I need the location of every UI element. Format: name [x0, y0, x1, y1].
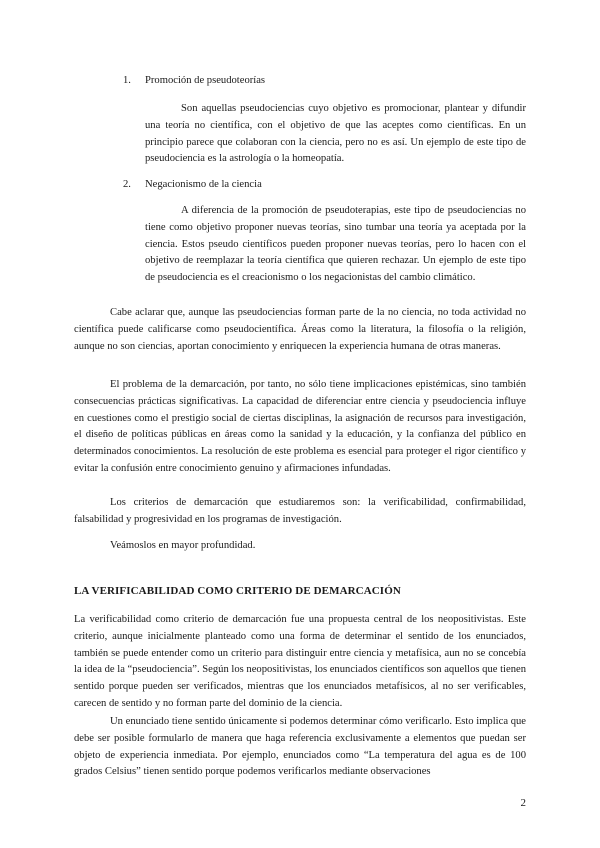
section-heading: LA VERIFICABILIDAD COMO CRITERIO DE DEMARCACIÓN — [74, 585, 401, 597]
list-item-1-body: Son aquellas pseudociencias cuyo objetivo es promocionar, plantear y difundir una teoría no científica, con el objetivo de que las aceptes como científicas. En un principio parece que colaboran con la ciencia, pero no es así. Un ejemplo de este tipo de pseudociencia es la astrología o la homeopatía. — [145, 103, 526, 165]
list-item-1-title-text: Promoción de pseudoteorías — [145, 75, 266, 86]
list-item-2-body: A diferencia de la promoción de pseudoterapias, este tipo de pseudociencias no tiene como objetivo proponer nuevas teorías, sino tumbar una teoría ya aceptada por la ciencia. Estos pseudo científicos pueden proponer nuevas teorías, pero lo hacen con el objetivo de reemplazar la teoría científica que quieren rechazar. Un ejemplo de este tipo de pseudociencia es el creacionismo o los negacionistas del cambio climático. — [145, 205, 526, 284]
paragraph-verifiability: La verificabilidad como criterio de demarcación fue una propuesta central de los neopositivistas. Este criterio, aunque inicialmente planteado como una forma de determinar el sentido de los enunciados, también se puede entender como un criterio para distinguir entre ciencia y metafísica, aun no se concebía la idea de la “pseudociencia”. Según los neopositivistas, los enunciados científicos son aquellos que tienen sentido porque pueden ser verificados, mientras que los enunciados metafísicos, al no ser verificables, carecen de sentido y no forman parte del dominio de la ciencia. — [74, 614, 526, 709]
list-item-2-title — [123, 177, 262, 193]
list-item-2-title-text: Negacionismo de la ciencia — [145, 179, 262, 190]
paragraph-demarcation-problem: El problema de la demarcación, por tanto, no sólo tiene implicaciones epistémicas, sino también consecuencias prácticas significativas. La capacidad de diferenciar entre ciencia y pseudociencia influye en cuestiones como el prestigio social de ciertas disciplinas, la asignación de recursos para investigación, el diseño de políticas públicas en áreas como la sanidad y la educación, y la confianza del público en determinados conocimientos. La resolución de este problema es esencial para proteger el rigor científico y evitar la confusión entre conocimiento genuino y afirmaciones infundadas. — [74, 379, 526, 474]
paragraph-intro: Veámoslos en mayor profundidad. — [110, 540, 256, 551]
list-item-2-number: 2. — [123, 179, 131, 190]
list-item-1-number: 1. — [123, 75, 131, 86]
page-number: 2 — [520, 797, 526, 809]
list-item-1-title — [123, 73, 265, 89]
paragraph-criteria: Los criterios de demarcación que estudiaremos son: la verificabilidad, confirmabilidad, falsabilidad y progresividad en los programas de investigación. — [74, 497, 526, 525]
paragraph-meaning: Un enunciado tiene sentido únicamente si podemos determinar cómo verificarlo. Esto implica que debe ser posible formularlo de manera que haga referencia exclusivamente a elementos que puedan ser objeto de experiencia inmediata. Por ejemplo, enunciados como “La temperatura del agua es de 100 grados Celsius” tienen sentido porque podemos verificarlos mediante observaciones — [74, 716, 526, 778]
paragraph-clarification: Cabe aclarar que, aunque las pseudociencias forman parte de la no ciencia, no toda actividad no científica puede calificarse como pseudocientífica. Áreas como la literatura, la filosofía o la religión, aunque no son ciencias, aportan conocimiento y enriquecen la experiencia humana de otras maneras. — [74, 307, 526, 352]
